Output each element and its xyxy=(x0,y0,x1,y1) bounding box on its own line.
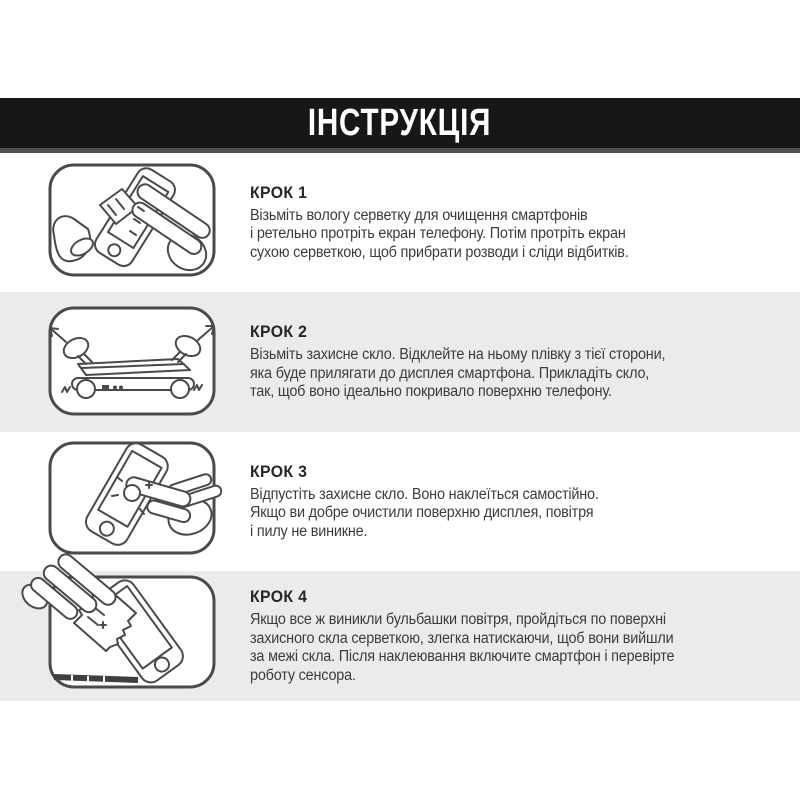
step-text-line: і пилу не виникне. xyxy=(250,522,368,540)
step-3-section xyxy=(0,432,800,571)
step-text-line: Візьміть захисне скло. Відклейте на ньому плівку з тієї сторони, xyxy=(250,346,666,364)
step-4-figure xyxy=(42,573,222,699)
press-glass-finger-icon xyxy=(42,439,222,565)
step-label: КРОК 2 xyxy=(250,322,308,342)
step-text-line: за межі скла. Після наклеювання включите смартфон і перевірте xyxy=(250,648,675,665)
instruction-banner xyxy=(0,98,800,148)
step-label: КРОК 3 xyxy=(250,461,308,481)
step-text-line: Якщо ви добре очистили поверхню дисплея, повітря xyxy=(250,504,594,522)
step-4-content xyxy=(250,587,674,685)
step-2-content xyxy=(250,322,665,402)
step-text-line: і ретельно протріть екран телефону. Потім протріть екран xyxy=(250,225,626,243)
step-text-line: захисного скла серветкою, злегка натискаючи, щоб вони вийшли xyxy=(250,629,674,647)
wipe-phone-with-wet-cloth-icon xyxy=(42,161,222,285)
step-text-line: яка буде прилягати до дисплея смартфона. Прикладіть скло, xyxy=(250,364,650,382)
step-label: КРОК 4 xyxy=(250,587,308,606)
step-2-section xyxy=(0,292,800,432)
step-1-figure xyxy=(42,161,222,285)
smooth-bubbles-cloth-icon xyxy=(42,573,222,699)
step-label: КРОК 1 xyxy=(250,182,308,202)
step-text-line: так, щоб воно ідеально покривало поверхню телефону. xyxy=(250,383,612,401)
step-1-section xyxy=(0,153,800,292)
step-text-line: Якщо все ж виникли бульбашки повітря, пройдіться по поверхні xyxy=(250,611,666,628)
step-4-section xyxy=(0,571,800,701)
step-3-content xyxy=(250,462,599,542)
step-text-line: Відпустіть захисне скло. Воно наклеїться самостійно. xyxy=(250,485,599,503)
page-title: ІНСТРУКЦІЯ xyxy=(308,101,492,144)
peel-film-from-glass-icon xyxy=(42,302,222,422)
step-text-line: Візьміть вологу серветку для очищення смартфонів xyxy=(250,206,588,224)
steps-list xyxy=(0,153,800,701)
step-2-figure xyxy=(42,302,222,422)
step-1-content xyxy=(250,183,629,263)
step-3-figure xyxy=(42,439,222,565)
step-text-line: сухою серветкою, щоб прибрати розводи і сліди відбитків. xyxy=(250,243,629,261)
step-text-line: роботу сенсора. xyxy=(250,666,356,684)
